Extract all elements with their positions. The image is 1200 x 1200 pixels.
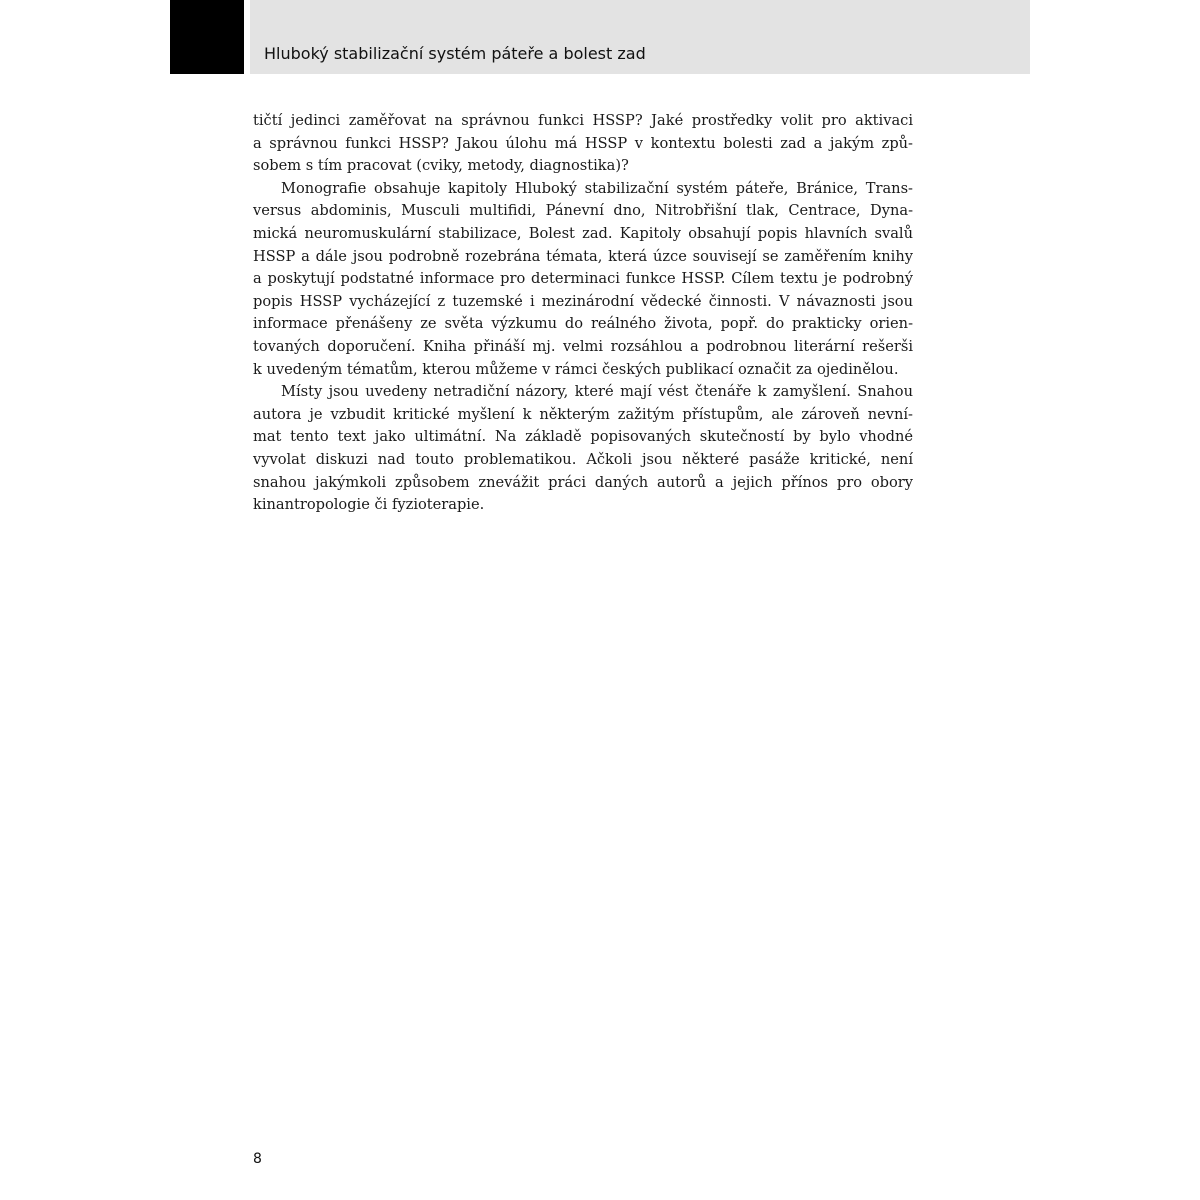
paragraph-1 xyxy=(253,110,913,178)
text-line: k uvedeným tématům, kterou můžeme v rámci českých publikací označit za ojedinělou. xyxy=(253,360,899,378)
paragraph-2 xyxy=(253,178,913,381)
text-line: snahou jakýmkoli způsobem znevážit práci daných autorů a jejich přínos pro obory xyxy=(253,473,913,491)
text-line: mická neuromuskulární stabilizace, Bolest zad. Kapitoly obsahují popis hlavních svalů xyxy=(253,224,913,242)
text-line: versus abdominis, Musculi multifidi, Pánevní dno, Nitrobřišní tlak, Centrace, Dyna- xyxy=(253,202,913,220)
text-line: vyvolat diskuzi nad touto problematikou. Ačkoli jsou některé pasáže kritické, není xyxy=(253,450,913,468)
page-number: 8 xyxy=(253,1151,262,1167)
text-line: tovaných doporučení. Kniha přináší mj. velmi rozsáhlou a podrobnou literární rešerši xyxy=(253,337,913,355)
body-text xyxy=(253,110,913,517)
text-line: informace přenášeny ze světa výzkumu do reálného života, popř. do prakticky orien- xyxy=(253,315,913,333)
text-line: popis HSSP vycházející z tuzemské i mezinárodní vědecké činnosti. V návaznosti jsou xyxy=(253,292,913,310)
text-line: sobem s tím pracovat (cviky, metody, diagnostika)? xyxy=(253,157,629,175)
text-line: mat tento text jako ultimátní. Na základě popisovaných skutečností by bylo vhodné xyxy=(253,428,913,446)
text-line: a správnou funkci HSSP? Jakou úlohu má HSSP v kontextu bolesti zad a jakým způ- xyxy=(253,134,913,152)
text-line: kinantropologie či fyzioterapie. xyxy=(253,496,485,514)
text-line: autora je vzbudit kritické myšlení k některým zažitým přístupům, ale zároveň nevní- xyxy=(253,405,913,423)
text-line: Monografie obsahuje kapitoly Hluboký stabilizační systém páteře, Bránice, Trans- xyxy=(281,179,913,197)
paragraph-3 xyxy=(253,381,913,517)
running-title: Hluboký stabilizační systém páteře a bolest zad xyxy=(264,44,646,63)
header-black-block xyxy=(170,0,244,74)
text-line: a poskytují podstatné informace pro determinaci funkce HSSP. Cílem textu je podrobný xyxy=(253,270,913,288)
text-line: tičtí jedinci zaměřovat na správnou funkci HSSP? Jaké prostředky volit pro aktivaci xyxy=(253,112,913,129)
text-line: Místy jsou uvedeny netradiční názory, které mají vést čtenáře k zamyšlení. Snahou xyxy=(281,383,913,401)
text-line: HSSP a dále jsou podrobně rozebrána témata, která úzce souvisejí se zaměřením knihy xyxy=(253,247,913,265)
